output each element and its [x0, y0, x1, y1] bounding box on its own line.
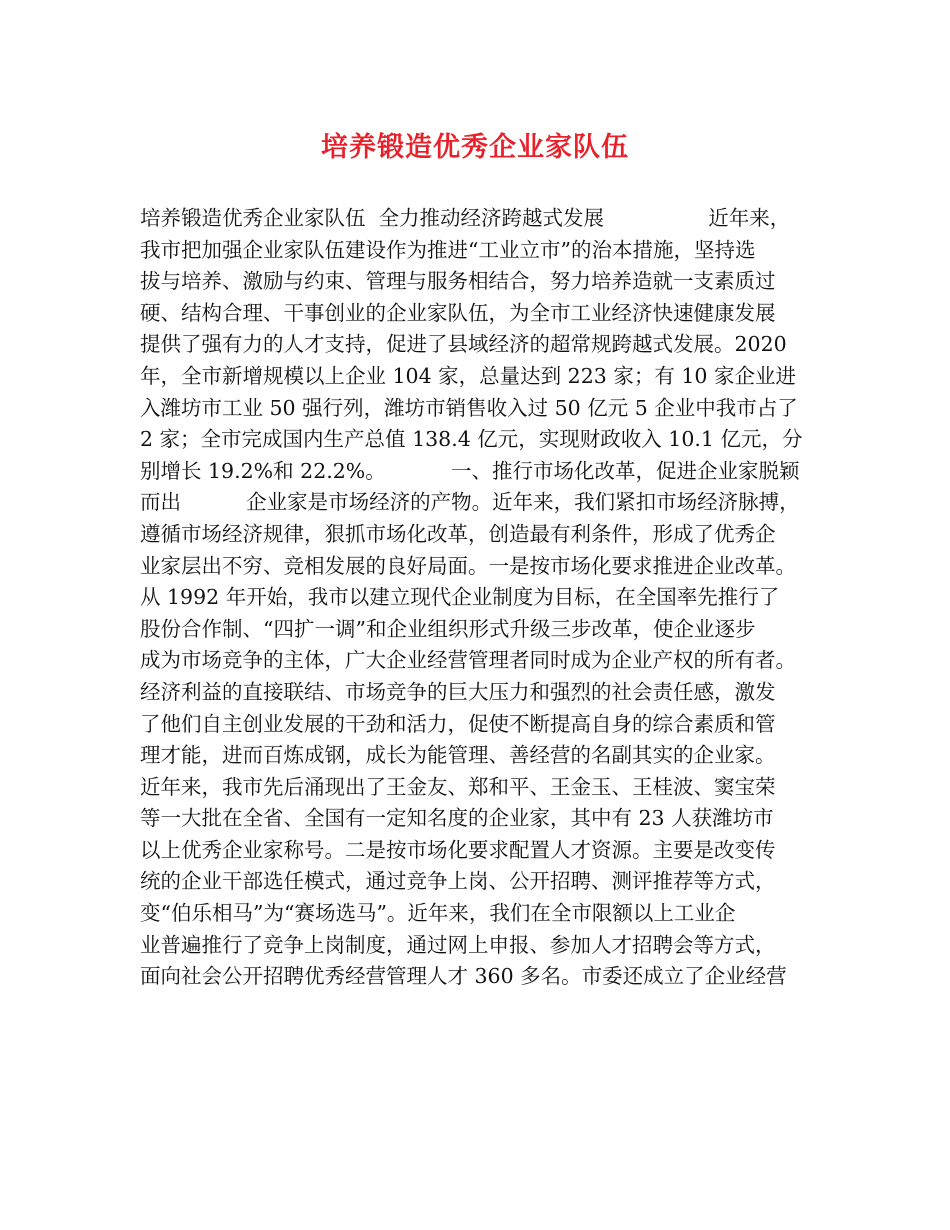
body-text-line: 提供了强有力的人才支持，促进了县域经济的超常规跨越式发展。2020	[140, 332, 787, 357]
body-text-line: 年，全市新增规模以上企业 104 家，总量达到 223 家；有 10 家企业进	[140, 363, 796, 388]
body-text-line: 了他们自主创业发展的干劲和活力，促使不断提高自身的综合素质和管	[140, 711, 776, 736]
body-text-line: 成为市场竞争的主体，广大企业经营管理者同时成为企业产权的所有者。	[140, 648, 796, 673]
body-text-line: 遵循市场经济规律，狠抓市场化改革，创造最有利条件，形成了优秀企	[140, 521, 776, 546]
document-body	[140, 203, 840, 993]
body-text-line: 统的企业干部选任模式，通过竞争上岗、公开招聘、测评推荐等方式，	[140, 869, 776, 894]
body-text-line: 培养锻造优秀企业家队伍 全力推动经济跨越式发展 近年来，	[140, 206, 791, 230]
body-text-line: 2 家；全市完成国内生产总值 138.4 亿元，实现财政收入 10.1 亿元，分	[140, 427, 803, 452]
body-text-line: 拔与培养、激励与约束、管理与服务相结合，努力培养造就一支素质过	[140, 269, 776, 294]
body-text-line: 近年来，我市先后涌现出了王金友、郑和平、王金玉、王桂波、窦宝荣	[140, 774, 776, 799]
body-text-line: 以上优秀企业家称号。二是按市场化要求配置人才资源。主要是改变传	[140, 837, 776, 862]
body-text-line: 理才能，进而百炼成钢，成长为能管理、善经营的名副其实的企业家。	[140, 743, 776, 768]
body-text-line: 硬、结构合理、干事创业的企业家队伍，为全市工业经济快速健康发展	[140, 300, 776, 325]
document-title: 培养锻造优秀企业家队伍	[321, 132, 629, 163]
body-text-line: 入潍坊市工业 50 强行列，潍坊市销售收入过 50 亿元 5 企业中我市占了	[140, 395, 798, 420]
body-text-line: 业家层出不穷、竞相发展的良好局面。一是按市场化要求推进企业改革。	[140, 553, 796, 578]
body-text-line: 经济利益的直接联结、市场竞争的巨大压力和强烈的社会责任感，激发	[140, 679, 776, 704]
body-text-line: 我市把加强企业家队伍建设作为推进“工业立市”的治本措施，坚持选	[140, 237, 756, 262]
body-text-line: 股份合作制、“四扩一调”和企业组织形式升级三步改革，使企业逐步	[140, 616, 756, 641]
body-text-line: 业普遍推行了竞争上岗制度，通过网上申报、参加人才招聘会等方式，	[140, 932, 776, 957]
body-text-line: 别增长 19.2%和 22.2%。 一、推行市场化改革，促进企业家脱颖	[140, 458, 800, 483]
body-text-line: 从 1992 年开始，我市以建立现代企业制度为目标，在全国率先推行了	[140, 585, 780, 610]
body-text-line: 而出 企业家是市场经济的产物。近年来，我们紧扣市场经济脉搏，	[140, 490, 800, 515]
body-text-line: 变“伯乐相马”为“赛场选马”。近年来，我们在全市限额以上工业企	[140, 901, 736, 926]
body-text-line: 面向社会公开招聘优秀经营管理人才 360 多名。市委还成立了企业经营	[140, 964, 787, 989]
body-text-line: 等一大批在全省、全国有一定知名度的企业家，其中有 23 人获潍坊市	[140, 806, 774, 831]
